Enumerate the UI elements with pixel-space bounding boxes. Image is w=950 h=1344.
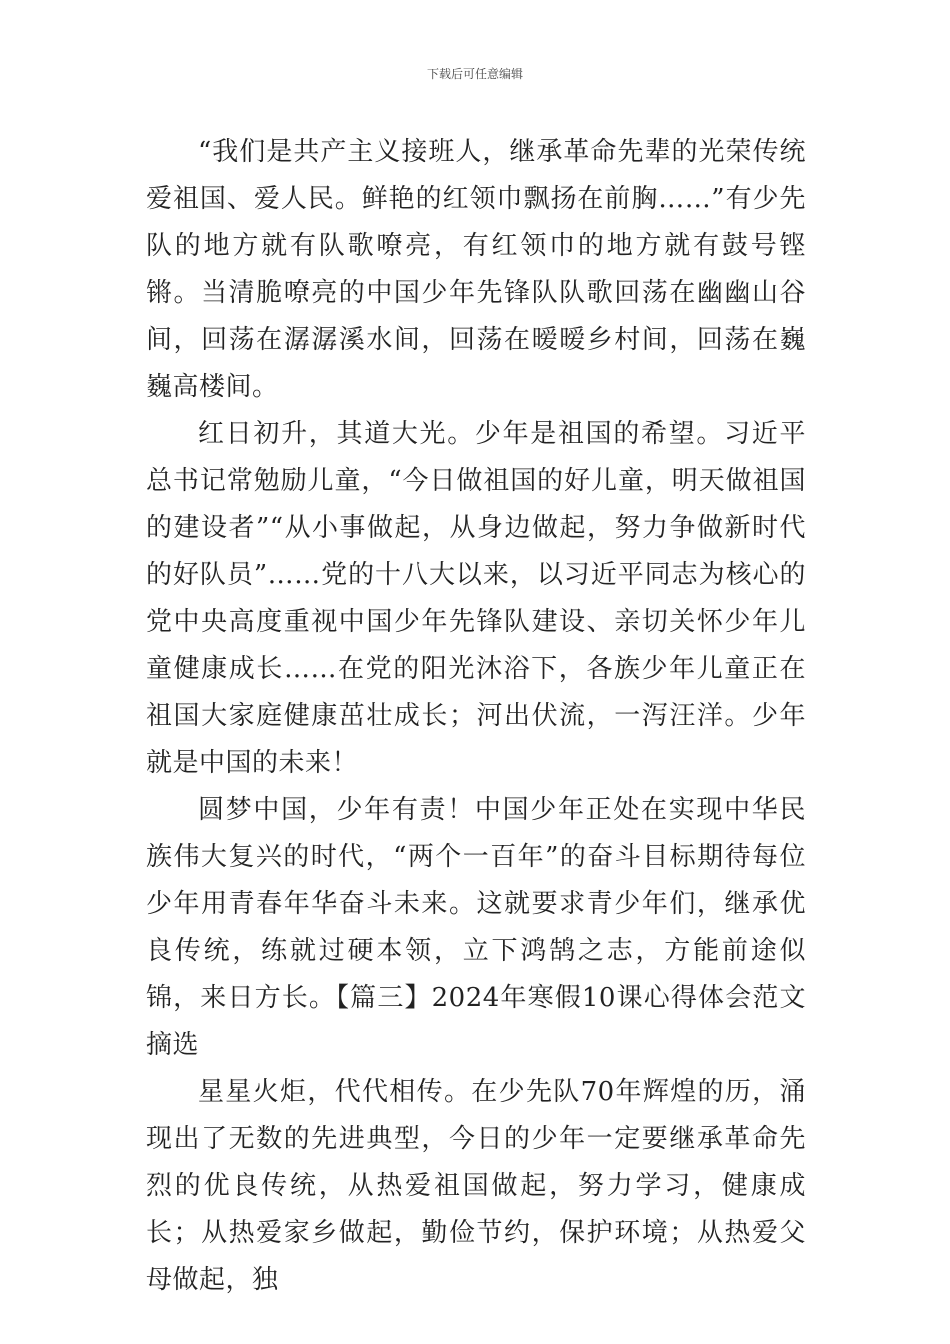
paragraph-4: 星星火炬，代代相传。在少先队70年辉煌的历，涌现出了无数的先进典型，今日的少年一定要继承革命先烈的优良传统，从热爱祖国做起，努力学习，健康成长；从热爱家乡做起，勤俭节约，保护环境；从热爱父母做起，独: [146, 1077, 806, 1295]
document-body: [146, 129, 806, 1304]
paragraph-3: 圆梦中国，少年有责！中国少年正处在实现中华民族伟大复兴的时代，“两个一百年”的奋斗目标期待每位少年用青春年华奋斗未来。这就要求青少年们，继承优良传统，练就过硬本领，立下鸿鹄之志，方能前途似锦，来日方长。【篇三】2024年寒假10课心得体会范文摘选: [146, 795, 806, 1060]
paragraph-1: “我们是共产主义接班人，继承革命先辈的光荣传统爱祖国、爱人民。鲜艳的红领巾飘扬在前胸……”有少先队的地方就有队歌嘹亮，有红领巾的地方就有鼓号铿锵。当清脆嘹亮的中国少年先锋队队歌回荡在幽幽山谷间，回荡在潺潺溪水间，回荡在暧暧乡村间，回荡在巍巍高楼间。: [146, 137, 806, 402]
page-header: 下载后可任意编辑: [426, 67, 523, 81]
paragraph-2: 红日初升，其道大光。少年是祖国的希望。习近平总书记常勉励儿童，“今日做祖国的好儿童，明天做祖国的建设者”“从小事做起，从身边做起，努力争做新时代的好队员”……党的十八大以来，以习近平同志为核心的党中央高度重视中国少年先锋队建设、亲切关怀少年儿童健康成长……在党的阳光沐浴下，各族少年儿童正在祖国大家庭健康茁壮成长；河出伏流，一泻汪洋。少年就是中国的未来！: [146, 419, 806, 778]
